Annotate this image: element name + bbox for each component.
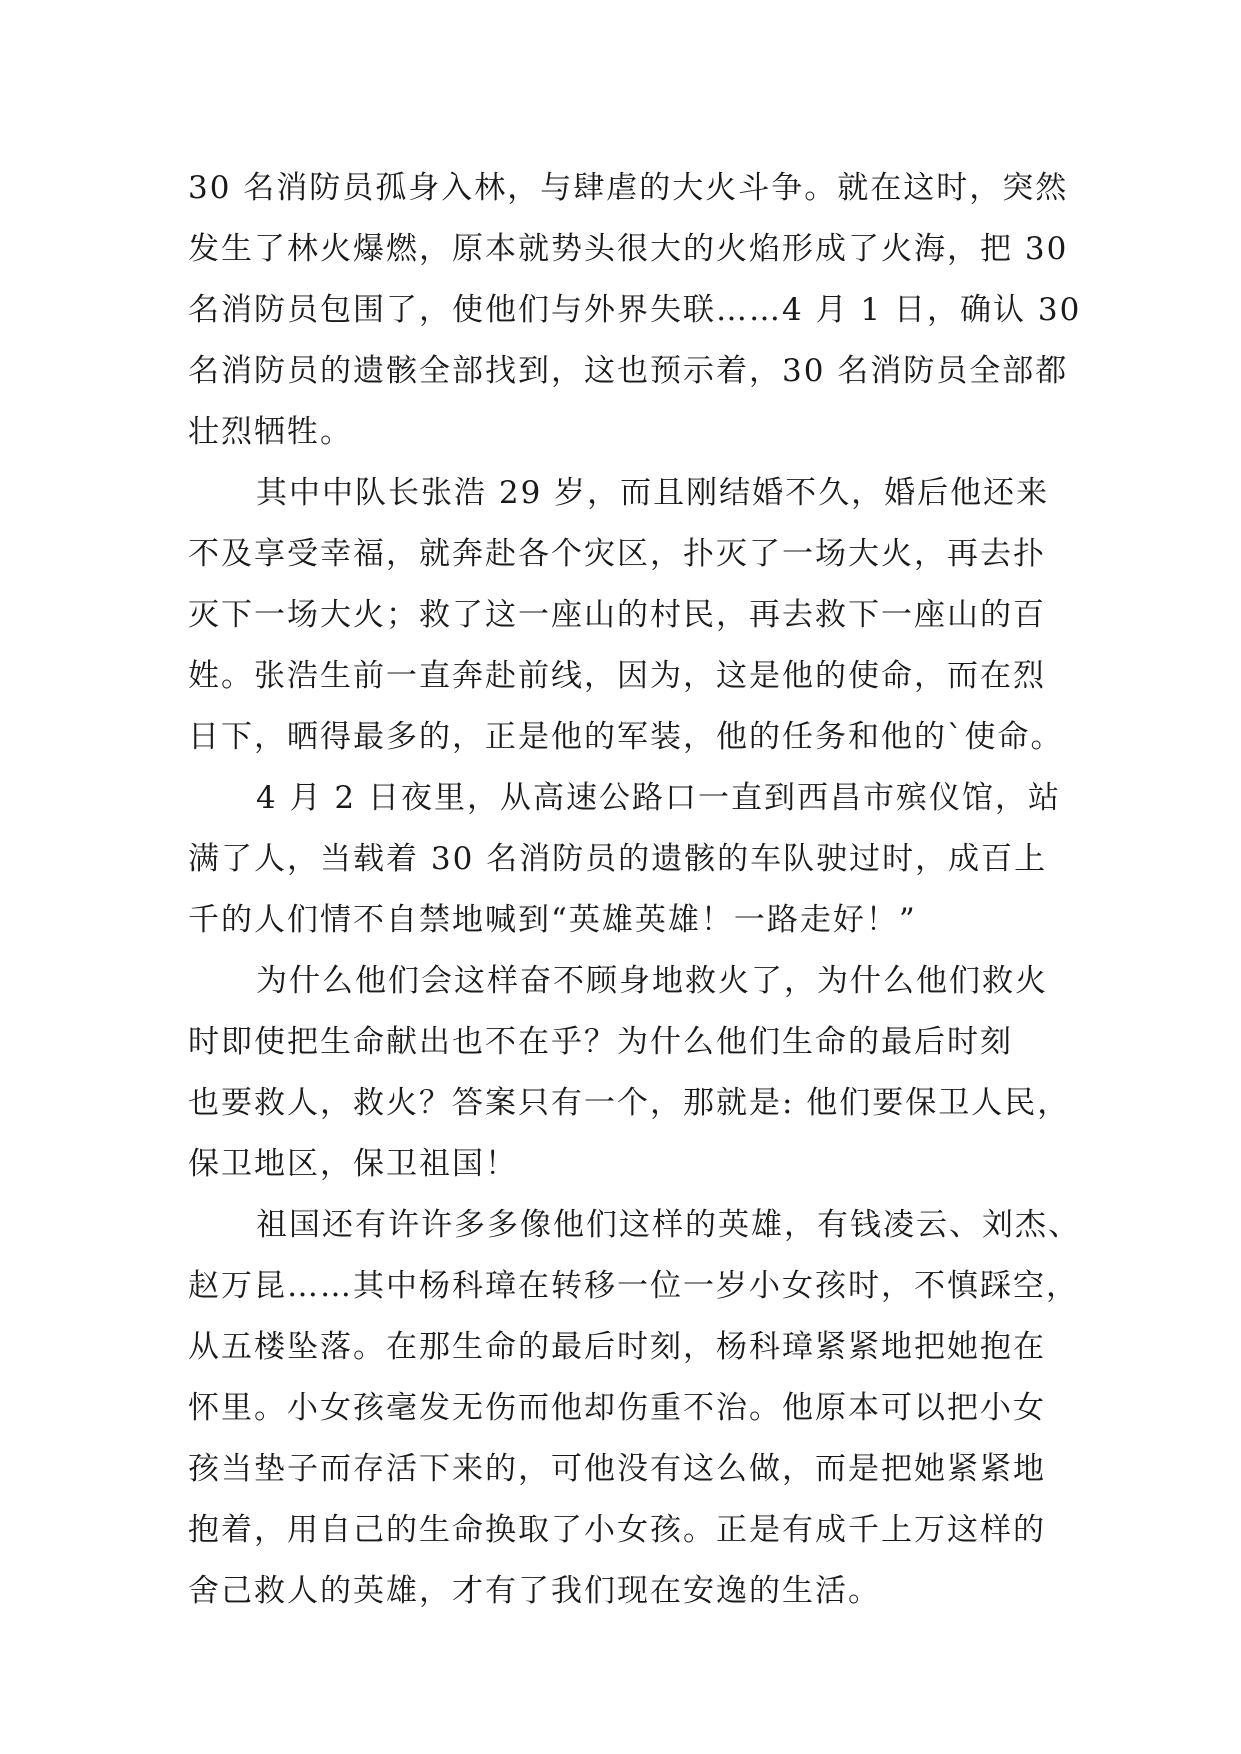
text-line: 抱着，用自己的生命换取了小女孩。正是有成千上万这样的: [188, 1512, 1046, 1548]
text-line: 发生了林火爆燃，原本就势头很大的火焰形成了火海，把 30: [188, 231, 1069, 267]
text-line: 怀里。小女孩毫发无伤而他却伤重不治。他原本可以把小女: [188, 1390, 1046, 1426]
text-line: 30 名消防员孤身入林，与肆虐的大火斗争。就在这时，突然: [188, 170, 1069, 206]
document-body: [188, 158, 1082, 1622]
text-line: 祖国还有许许多多像他们这样的英雄，有钱凌云、刘杰、: [256, 1207, 1081, 1243]
paragraph-1: [188, 158, 1082, 463]
paragraph-2: [188, 463, 1068, 768]
text-line: 灭下一场大火；救了这一座山的村民，再去救下一座山的百: [188, 597, 1046, 633]
text-line: 4 月 2 日夜里，从高速公路口一直到西昌市殡仪馆，站: [256, 780, 1062, 816]
text-line: 名消防员包围了，使他们与外界失联……4 月 1 日，确认 30: [188, 292, 1082, 328]
text-line: 从五楼坠落。在那生命的最后时刻，杨科璋紧紧地把她抱在: [188, 1329, 1046, 1365]
text-line: 不及享受幸福，就奔赴各个灾区，扑灭了一场大火，再去扑: [188, 536, 1046, 572]
text-line: 也要救人，救火？答案只有一个，那就是: 他们要保卫人民，: [188, 1085, 1071, 1121]
text-line: 其中中队长张浩 29 岁，而且刚结婚不久，婚后他还来: [256, 475, 1050, 511]
text-line: 舍己救人的英雄，才有了我们现在安逸的生活。: [188, 1573, 881, 1609]
paragraph-4: [188, 951, 1071, 1195]
text-line: 日下，晒得最多的，正是他的军装，他的任务和他的`使命。: [188, 719, 1064, 755]
text-line: 为什么他们会这样奋不顾身地救火了，为什么他们救火: [256, 963, 1048, 999]
text-line: 壮烈牺牲。: [188, 414, 353, 450]
text-line: 姓。张浩生前一直奔赴前线，因为，这是他的使命，而在烈: [188, 658, 1046, 694]
paragraph-3: [188, 768, 1068, 951]
text-line: 名消防员的遗骸全部找到，这也预示着，30 名消防员全部都: [188, 353, 1069, 389]
text-line: 保卫地区，保卫祖国！: [188, 1146, 518, 1182]
text-line: 赵万昆……其中杨科璋在转移一位一岁小女孩时，不慎踩空，: [188, 1268, 1079, 1304]
text-line: 千的人们情不自禁地喊到“英雄英雄！一路走好！”: [188, 902, 917, 938]
text-line: 满了人，当载着 30 名消防员的遗骸的车队驶过时，成百上: [188, 841, 1048, 877]
paragraph-5: [188, 1195, 1081, 1622]
text-line: 孩当垫子而存活下来的，可他没有这么做，而是把她紧紧地: [188, 1451, 1046, 1487]
text-line: 时即使把生命献出也不在乎？为什么他们生命的最后时刻: [188, 1024, 1013, 1060]
